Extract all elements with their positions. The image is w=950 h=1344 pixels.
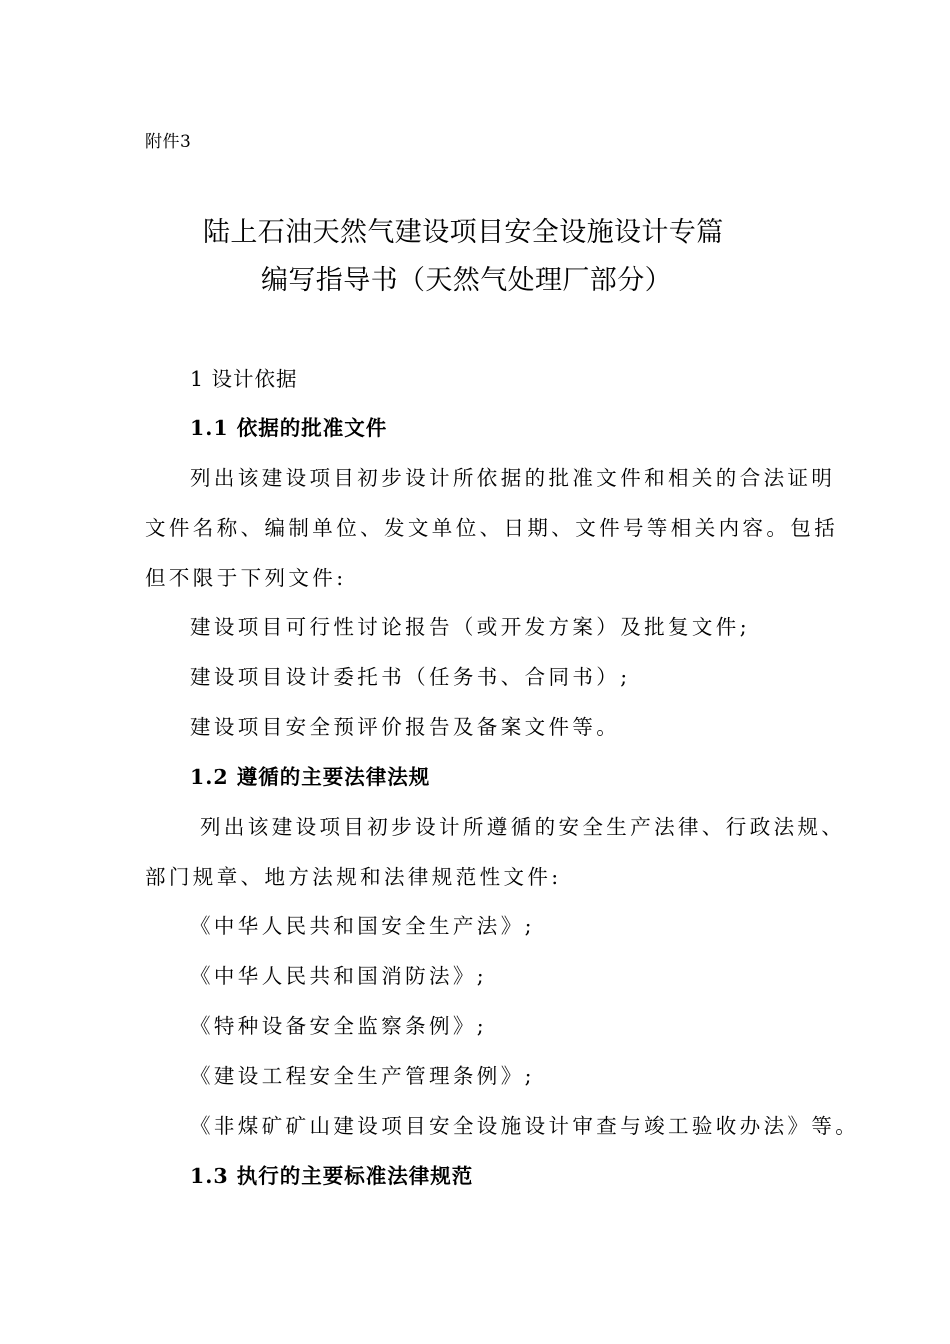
- approval-document-item: 建设项目安全预评价报告及备案文件等。: [190, 715, 621, 739]
- section-1-2-paragraph-line: 列出该建设项目初步设计所遵循的安全生产法律、行政法规、: [200, 815, 846, 839]
- document-title-line-2: 编写指导书（天然气处理厂部分）: [261, 265, 672, 296]
- section-1-1-paragraph-line: 但不限于下列文件:: [145, 566, 347, 590]
- approval-document-item: 建设项目可行性讨论报告（或开发方案）及批复文件;: [190, 615, 751, 639]
- law-regulation-item: 《特种设备安全监察条例》;: [190, 1014, 488, 1038]
- section-1-3-heading: 1.3 执行的主要标准法律规范: [190, 1164, 474, 1188]
- document-title-line-1: 陆上石油天然气建设项目安全设施设计专篇: [203, 217, 724, 248]
- section-1-1-paragraph-line: 列出该建设项目初步设计所依据的批准文件和相关的合法证明: [190, 466, 836, 490]
- section-1-2-paragraph-line: 部门规章、地方法规和法律规范性文件:: [145, 865, 562, 889]
- attachment-label: 附件3: [145, 132, 192, 152]
- law-regulation-item: 《非煤矿矿山建设项目安全设施设计审查与竣工验收办法》等。: [190, 1114, 860, 1138]
- section-1-2-heading: 1.2 遵循的主要法律法规: [190, 765, 431, 789]
- law-regulation-item: 《中华人民共和国消防法》;: [190, 964, 488, 988]
- approval-document-item: 建设项目设计委托书（任务书、合同书）;: [190, 665, 631, 689]
- section-1-1-heading: 1.1 依据的批准文件: [190, 416, 388, 440]
- law-regulation-item: 《中华人民共和国安全生产法》;: [190, 914, 535, 938]
- section-1-heading: 1 设计依据: [190, 367, 298, 391]
- section-1-1-paragraph-line: 文件名称、编制单位、发文单位、日期、文件号等相关内容。包括: [145, 516, 839, 540]
- law-regulation-item: 《建设工程安全生产管理条例》;: [190, 1064, 535, 1088]
